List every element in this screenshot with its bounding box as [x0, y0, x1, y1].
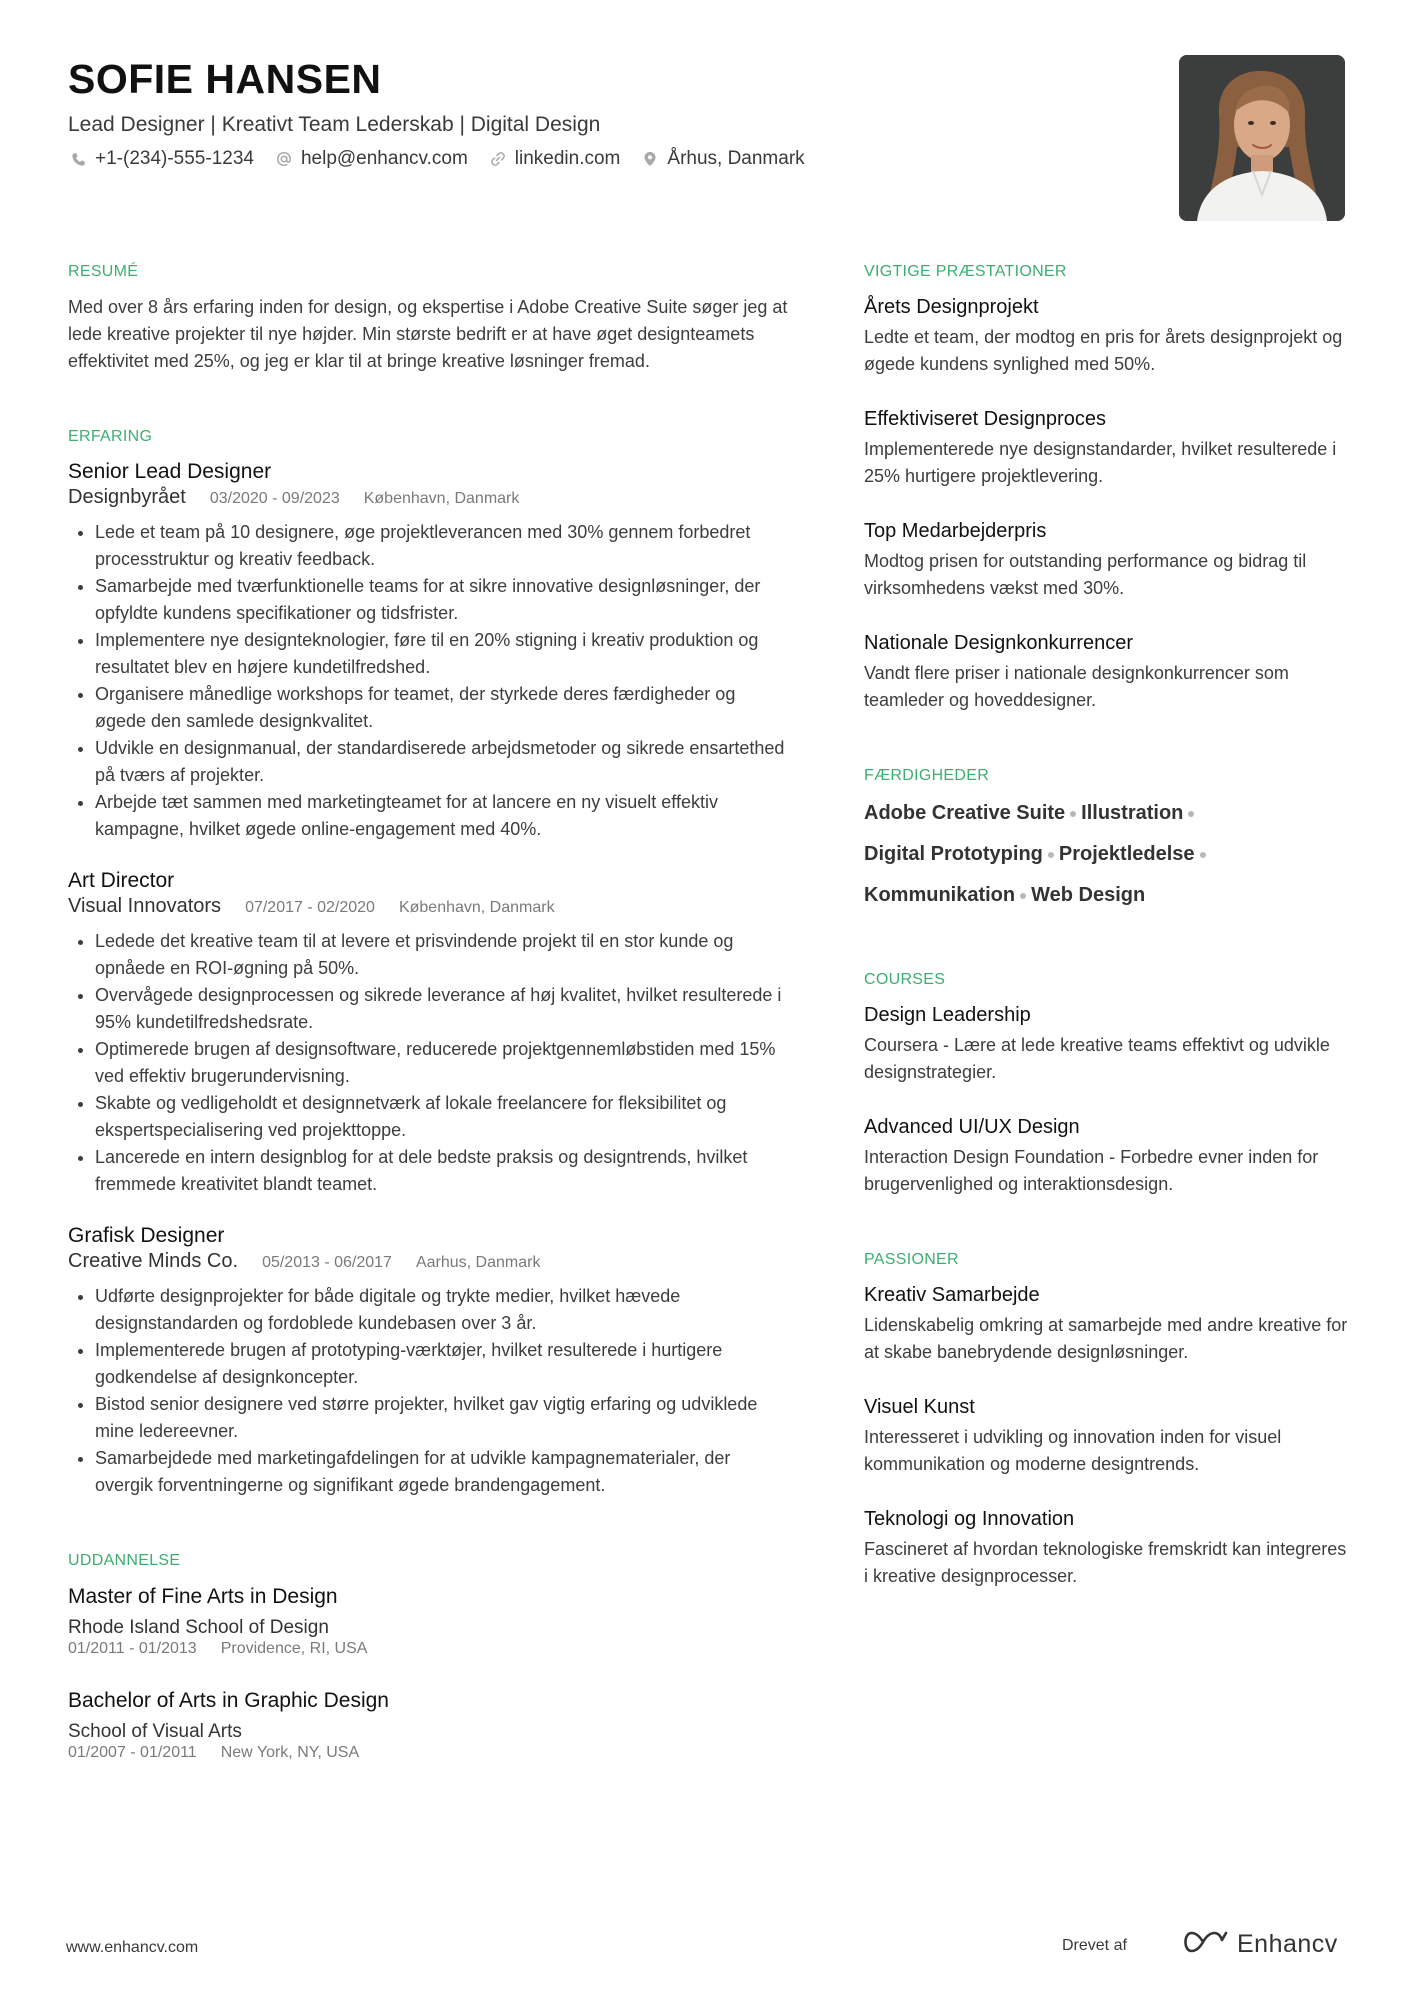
passion-title: Kreativ Samarbejde — [864, 1284, 1040, 1306]
achievement-title: Top Medarbejderpris — [864, 520, 1047, 542]
education-section — [68, 1551, 788, 1763]
separator-dot — [1200, 852, 1206, 858]
contact-linkedin[interactable] — [488, 148, 621, 170]
job-bullet: • Skabte og vedligeholdt et designnetværk af lokale freelancere for fleksibilitet og ekspertspecialisering ved projekttoppe. — [95, 1090, 788, 1144]
separator-dot — [1070, 811, 1076, 817]
education-location: Providence, RI, USA — [220, 1640, 368, 1657]
job-bullets — [68, 928, 788, 1198]
enhancv-logo[interactable] — [1183, 1929, 1338, 1960]
achievements-section — [864, 262, 1354, 714]
education-entry — [68, 1687, 788, 1763]
job-bullet: • Samarbejde med tværfunktionelle teams for at sikre innovative designløsninger, der opfyldte kundens specifikationer og tidsfrister. — [95, 573, 788, 627]
job-location: København, Danmark — [363, 490, 520, 507]
job-bullet: • Arbejde tæt sammen med marketingteamet for at lancere en ny visuelt effektiv kampagne, hvilket øgede online-engagement med 40%. — [95, 789, 788, 843]
skills-list — [864, 798, 1354, 910]
job-company: Creative Minds Co. — [68, 1250, 239, 1272]
separator-dot — [1020, 893, 1026, 899]
resume-header — [68, 52, 1168, 170]
footer-powered-by: Drevet af — [1062, 1937, 1127, 1954]
at-icon — [274, 149, 294, 169]
job-entry — [68, 459, 788, 843]
course-item — [864, 1002, 1354, 1086]
skill-line — [864, 839, 1354, 869]
profile-photo — [1179, 55, 1345, 221]
achievement-desc: Vandt flere priser i nationale designkonkurrencer som teamleder og hoveddesigner. — [864, 663, 1289, 710]
skill-tag: Web Design — [1031, 884, 1146, 906]
education-degree: Bachelor of Arts in Graphic Design — [68, 1689, 389, 1712]
job-bullet: • Udvikle en designmanual, der standardiserede arbejdsmetoder og sikrede ensartethed på tværs af projekter. — [95, 735, 788, 789]
skill-tag: Projektledelse — [1058, 843, 1195, 865]
job-entry — [68, 868, 788, 1198]
contact-email[interactable] — [274, 148, 468, 170]
passion-desc: Fascineret af hvordan teknologiske fremskridt kan integreres i kreative designprocesser. — [864, 1539, 1347, 1586]
job-company: Designbyrået — [68, 486, 186, 508]
education-degree: Master of Fine Arts in Design — [68, 1585, 338, 1608]
job-bullet: • Ledede det kreative team til at levere et prisvindende projekt til en stor kunde og opnåede en ROI-øgning på 50%. — [95, 928, 788, 982]
phone-icon — [68, 149, 88, 169]
course-desc: Coursera - Lære at lede kreative teams effektivt og udvikle designstrategier. — [864, 1035, 1330, 1082]
skill-tag: Digital Prototyping — [864, 843, 1043, 865]
job-bullet: • Udførte designprojekter for både digitale og trykte medier, hvilket hævede designstandarden og fordoblede kundebasen over 3 år. — [95, 1283, 788, 1337]
footer-website[interactable]: www.enhancv.com — [66, 1939, 199, 1956]
phone-text: +1-(234)-555-1234 — [95, 148, 254, 169]
job-bullet: • Bistod senior designere ved større projekter, hvilket gav vigtig erfaring og udviklede mine ledereevner. — [95, 1391, 788, 1445]
job-title: Grafisk Designer — [68, 1224, 225, 1247]
course-title: Design Leadership — [864, 1004, 1031, 1026]
separator-dot — [1048, 852, 1054, 858]
job-bullet: • Lancerede en intern designblog for at dele bedste praksis og designtrends, hvilket fremmede kreativitet blandt teamet. — [95, 1144, 788, 1198]
achievement-item — [864, 518, 1354, 602]
skill-line — [864, 798, 1354, 828]
location-text: Århus, Danmark — [667, 148, 805, 169]
passion-item — [864, 1282, 1354, 1366]
job-title: Senior Lead Designer — [68, 460, 272, 483]
candidate-subtitle: Lead Designer | Kreativt Team Lederskab | Digital Design — [68, 113, 601, 136]
achievement-item — [864, 294, 1354, 378]
email-text: help@enhancv.com — [300, 148, 468, 169]
passions-section — [864, 1250, 1354, 1590]
course-title: Advanced UI/UX Design — [864, 1116, 1080, 1138]
education-school: School of Visual Arts — [68, 1721, 242, 1742]
job-title: Art Director — [68, 869, 175, 892]
education-school: Rhode Island School of Design — [68, 1617, 329, 1638]
job-date: 07/2017 - 02/2020 — [245, 899, 375, 916]
job-bullet: • Implementere nye designteknologier, føre til en 20% stigning i kreativ produktion og resultatet blev en højere kundetilfredshed. — [95, 627, 788, 681]
candidate-name: SOFIE HANSEN — [68, 56, 382, 102]
job-location: Aarhus, Danmark — [415, 1254, 541, 1271]
contact-phone — [68, 148, 254, 170]
education-meta — [68, 1743, 788, 1763]
job-meta — [68, 894, 788, 920]
course-desc: Interaction Design Foundation - Forbedre evner inden for brugervenlighed og interaktionsdesign. — [864, 1147, 1319, 1194]
summary-text: Med over 8 års erfaring inden for design, og ekspertise i Adobe Creative Suite søger jeg at lede kreative projekter til nye højder. Min største bedrift er at have øget designteamets effektivitet med 25%, og jeg er klar til at bringe kreative løsninger fremad. — [68, 297, 788, 371]
achievements-heading: VIGTIGE PRÆSTATIONER — [864, 263, 1067, 280]
job-bullet: • Overvågede designprocessen og sikrede leverance af høj kvalitet, hvilket resulterede i 95% kundetilfredshedsrate. — [95, 982, 788, 1036]
passion-item — [864, 1506, 1354, 1590]
courses-heading: COURSES — [864, 971, 946, 988]
education-entry — [68, 1583, 788, 1659]
achievement-title: Årets Designprojekt — [864, 296, 1039, 318]
achievement-desc: Ledte et team, der modtog en pris for årets designprojekt og øgede kundens synlighed med 50%. — [864, 327, 1343, 374]
achievement-item — [864, 406, 1354, 490]
job-bullet: • Lede et team på 10 designere, øge projektleverancen med 30% gennem forbedret processtruktur og kreativ feedback. — [95, 519, 788, 573]
enhancv-logo-text: Enhancv — [1237, 1930, 1338, 1958]
map-pin-icon — [640, 149, 660, 169]
courses-section — [864, 970, 1354, 1198]
skill-tag: Adobe Creative Suite — [864, 802, 1066, 824]
contact-location — [640, 148, 804, 170]
passion-desc: Lidenskabelig omkring at samarbejde med andre kreative for at skabe banebrydende designløsninger. — [864, 1315, 1348, 1362]
job-meta — [68, 1249, 788, 1275]
skill-line — [864, 880, 1354, 910]
job-company: Visual Innovators — [68, 895, 222, 917]
job-location: København, Danmark — [398, 899, 555, 916]
skills-section — [864, 766, 1354, 910]
achievement-desc: Implementerede nye designstandarder, hvilket resulterede i 25% hurtigere projektlevering. — [864, 439, 1337, 486]
skills-heading: FÆRDIGHEDER — [864, 767, 990, 784]
education-location: New York, NY, USA — [220, 1744, 360, 1761]
achievement-desc: Modtog prisen for outstanding performance og bidrag til virksomhedens vækst med 30%. — [864, 551, 1307, 598]
achievement-title: Effektiviseret Designproces — [864, 408, 1106, 430]
contact-row — [68, 148, 1168, 170]
summary-section — [68, 262, 788, 375]
experience-heading: ERFARING — [68, 428, 153, 445]
experience-section — [68, 427, 788, 1499]
job-meta — [68, 485, 788, 511]
passion-desc: Interesseret i udvikling og innovation inden for visuel kommunikation og moderne designtrends. — [864, 1427, 1282, 1474]
left-column — [68, 262, 788, 1763]
linkedin-text: linkedin.com — [514, 148, 621, 169]
education-meta — [68, 1639, 788, 1659]
skill-tag: Kommunikation — [864, 884, 1016, 906]
achievement-title: Nationale Designkonkurrencer — [864, 632, 1134, 654]
passion-title: Teknologi og Innovation — [864, 1508, 1075, 1530]
skill-tag: Illustration — [1081, 802, 1184, 824]
job-bullets — [68, 1283, 788, 1499]
job-bullet: • Implementerede brugen af prototyping-værktøjer, hvilket resulterede i hurtigere godkendelse af designkoncepter. — [95, 1337, 788, 1391]
passion-title: Visuel Kunst — [864, 1396, 975, 1418]
education-date: 01/2011 - 01/2013 — [68, 1640, 197, 1657]
job-bullet: • Organisere månedlige workshops for teamet, der styrkede deres færdigheder og øgede den samlede designkvalitet. — [95, 681, 788, 735]
education-heading: UDDANNELSE — [68, 1552, 181, 1569]
achievement-item — [864, 630, 1354, 714]
job-date: 03/2020 - 09/2023 — [209, 490, 340, 507]
summary-heading: RESUMÉ — [68, 263, 139, 280]
education-date: 01/2007 - 01/2011 — [68, 1744, 197, 1761]
job-bullets — [68, 519, 788, 843]
job-entry — [68, 1223, 788, 1499]
link-icon — [488, 149, 508, 169]
passion-item — [864, 1394, 1354, 1478]
job-bullet: • Samarbejdede med marketingafdelingen for at udvikle kampagnematerialer, der overgik forventningerne og signifikant øgede brandengagement. — [95, 1445, 788, 1499]
enhancv-logo-icon — [1183, 1929, 1229, 1960]
right-column — [864, 262, 1354, 1590]
job-date: 05/2013 - 06/2017 — [262, 1254, 392, 1271]
separator-dot — [1188, 811, 1194, 817]
job-bullet: • Optimerede brugen af designsoftware, reducerede projektgennemløbstiden med 15% ved effektiv brugerundervisning. — [95, 1036, 788, 1090]
passions-heading: PASSIONER — [864, 1251, 959, 1268]
course-item — [864, 1114, 1354, 1198]
